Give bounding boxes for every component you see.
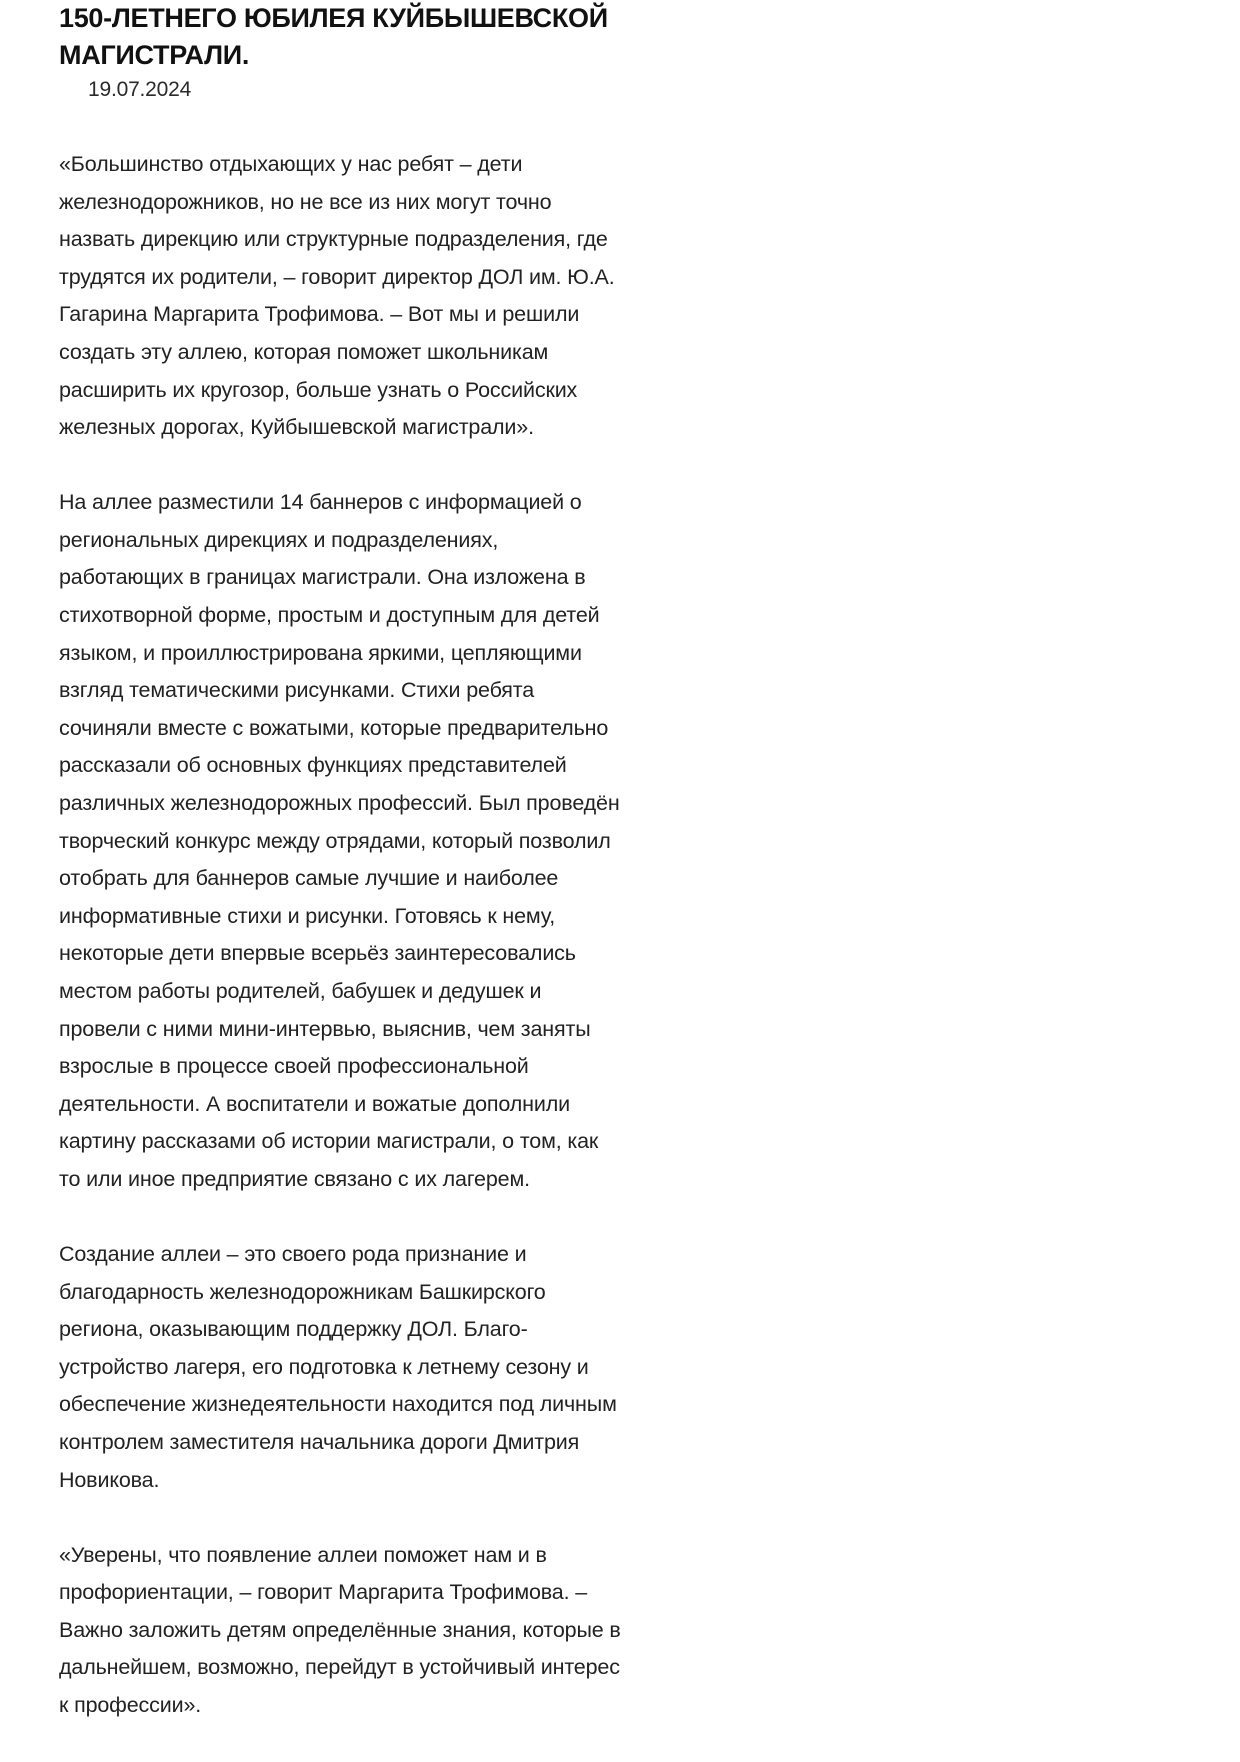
- article-title-line: 150-ЛЕТНЕГО ЮБИЛЕЯ КУЙБЫШЕВСКОЙ: [59, 3, 608, 33]
- paragraph-line: творческий конкурс между отрядами, который позволил: [59, 828, 611, 853]
- paragraph-line: Важно заложить детям определённые знания, которые в: [59, 1617, 621, 1642]
- paragraph-line: трудятся их родители, – говорит директор ДОЛ им. Ю.А.: [59, 264, 615, 289]
- paragraph-line: различных железнодорожных профессий. Был проведён: [59, 791, 620, 815]
- paragraph-line: сочиняли вместе с вожатыми, которые предварительно: [59, 715, 609, 740]
- paragraph-line: информативные стихи и рисунки. Готовясь к нему,: [59, 903, 556, 928]
- paragraph-line: создать эту аллею, которая поможет школьникам: [59, 339, 549, 364]
- paragraph-line: расширить их кругозор, больше узнать о Российских: [59, 377, 578, 402]
- paragraph-line: железных дорогах, Куйбышевской магистрали».: [59, 415, 534, 440]
- paragraph-line: железнодорожников, но не все из них могут точно: [59, 189, 552, 214]
- paragraph-line: региональных дирекциях и подразделениях,: [59, 527, 499, 552]
- paragraph-line: профориентации, – говорит Маргарита Трофимова. –: [59, 1580, 588, 1605]
- paragraph-line: местом работы родителей, бабушек и дедушек и: [59, 978, 542, 1003]
- paragraph-line: Гагарина Маргарита Трофимова. – Вот мы и решили: [59, 302, 580, 327]
- paragraph-line: благодарность железнодорожникам Башкирского: [59, 1279, 546, 1304]
- paragraph-line: взгляд тематическими рисунками. Стихи ребята: [59, 678, 535, 703]
- paragraph-line: некоторые дети впервые всерьёз заинтересовались: [59, 941, 576, 966]
- paragraph-line: «Большинство отдыхающих у нас ребят – дети: [59, 152, 523, 176]
- paragraph-line: к профессии».: [59, 1693, 202, 1718]
- paragraph-line: рассказали об основных функциях представителей: [59, 753, 567, 778]
- paragraph-line: деятельности. А воспитатели и вожатые дополнили: [59, 1091, 570, 1116]
- paragraph-line: «Уверены, что появление аллеи поможет нам и в: [59, 1542, 547, 1567]
- paragraph-line: Новикова.: [59, 1467, 160, 1492]
- paragraph-line: На аллее разместили 14 баннеров с информацией о: [59, 490, 582, 515]
- paragraph-line: картину рассказами об истории магистрали, о том, как: [59, 1129, 599, 1154]
- paragraph-line: Создание аллеи – это своего рода признание и: [59, 1242, 527, 1267]
- paragraph-line: взрослые в процессе своей профессиональной: [59, 1054, 529, 1079]
- paragraph-line: работающих в границах магистрали. Она изложена в: [59, 565, 586, 590]
- paragraph-line: обеспечение жизнедеятельности находится под личным: [59, 1392, 617, 1417]
- paragraph-line: стихотворной форме, простым и доступным для детей: [59, 603, 600, 628]
- paragraph-line: языком, и проиллюстрирована яркими, цепляющими: [59, 640, 582, 665]
- article-title-line: МАГИСТРАЛИ.: [59, 40, 250, 70]
- paragraph-line: провели с ними мини-интервью, выяснив, чем заняты: [59, 1016, 591, 1041]
- paragraph-line: отобрать для баннеров самые лучшие и наиболее: [59, 866, 559, 891]
- article-body: [59, 146, 779, 1762]
- paragraph-line: контролем заместителя начальника дороги Дмитрия: [59, 1430, 580, 1454]
- paragraph-line: устройство лагеря, его подготовка к летнему сезону и: [59, 1354, 589, 1379]
- article-paragraph: [59, 146, 779, 447]
- article-title: [59, 0, 819, 74]
- article-paragraph: [59, 1537, 779, 1725]
- paragraph-line: дальнейшем, возможно, перейдут в устойчивый интерес: [59, 1655, 620, 1680]
- paragraph-line: региона, оказывающим поддержку ДОЛ. Благо-: [59, 1317, 528, 1342]
- article-paragraph: [59, 1236, 779, 1499]
- article-paragraph: [59, 484, 779, 1198]
- paragraph-line: назвать дирекцию или структурные подразделения, где: [59, 227, 608, 252]
- article-date: 19.07.2024: [88, 78, 192, 101]
- paragraph-line: то или иное предприятие связано с их лагерем.: [59, 1166, 530, 1191]
